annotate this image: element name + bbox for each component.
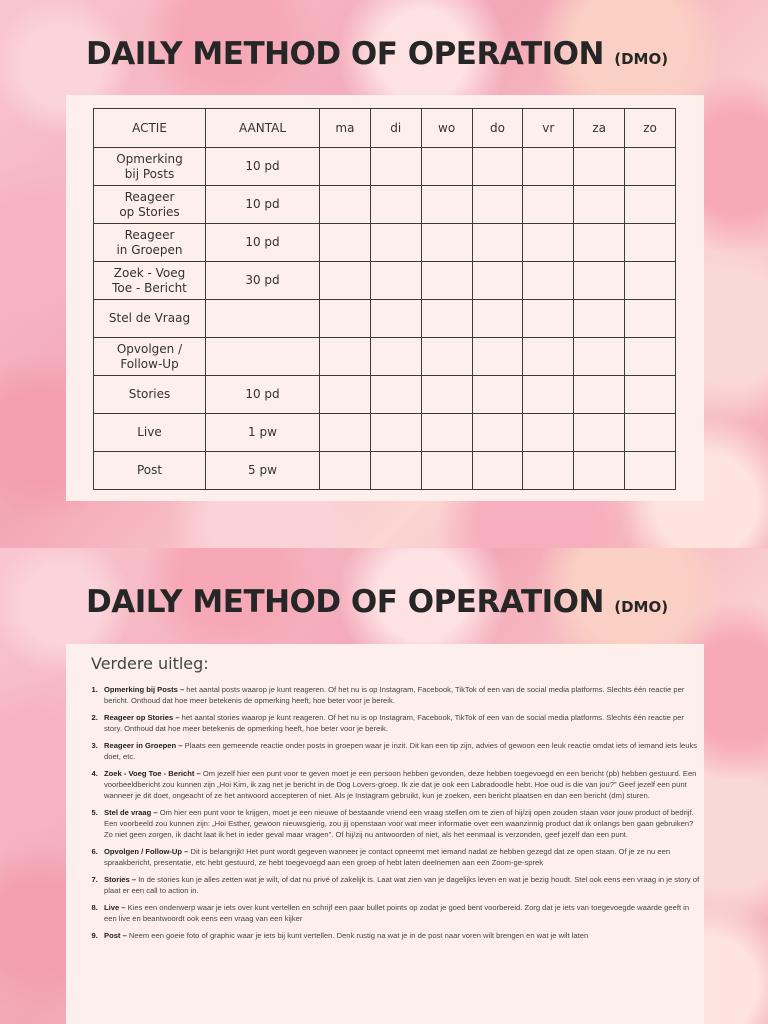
dmo-table [93, 108, 676, 490]
list-item-text: het aantal stories waarop je kunt reageren. Of het nu is op Instagram, Facebook, TikTok of een van de social media platforms. Slechts één reactie per story. Onthoud dat hoe meer betekenis de opmerking heeft, hoe beter voor je bereik. [104, 713, 684, 733]
cell-actie: Zoek - Voeg Toe - Bericht [94, 262, 206, 300]
cell-aantal: 10 pd [206, 186, 320, 224]
cell-day-vr[interactable] [523, 338, 574, 376]
page-two [0, 548, 768, 1024]
cell-day-do[interactable] [472, 414, 523, 452]
cell-day-ma[interactable] [320, 148, 371, 186]
header-zo: zo [625, 109, 676, 148]
list-item-text: Om jezelf hier een punt voor te geven moet je een persoon hebben gevonden, deze hebben toegevoegd en een bericht (pb) hebben gestuurd. Een voorbeeldbericht zou kunnen zijn „Hoi Kim, ik zag net je bericht in de Dog Lovers-groep. Ik zie dat je ook een Labradoodle hebt. Hoe oud is die van jou?" Geef jezelf een punt wanneer je dit doet, ongeacht of ze het antwoord accepteren of niet. Als je Instagram gebruikt, kun je zoeken, een bericht plaatsen en dan een bericht (dm) sturen. [104, 769, 697, 800]
table-row [94, 376, 676, 414]
cell-aantal: 10 pd [206, 148, 320, 186]
header-ma: ma [320, 109, 371, 148]
cell-day-wo[interactable] [421, 224, 472, 262]
header-do: do [472, 109, 523, 148]
table-panel [66, 95, 704, 501]
table-row [94, 452, 676, 490]
title-text-2: DAILY METHOD OF OPERATION [86, 584, 604, 620]
cell-day-do[interactable] [472, 452, 523, 490]
cell-day-vr[interactable] [523, 148, 574, 186]
cell-aantal: 1 pw [206, 414, 320, 452]
list-item-term: Opmerking bij Posts – [104, 685, 185, 694]
cell-day-za[interactable] [574, 338, 625, 376]
list-item-term: Opvolgen / Follow-Up – [104, 847, 189, 856]
list-item-term: Stories – [104, 875, 137, 884]
cell-day-zo[interactable] [625, 452, 676, 490]
cell-day-ma[interactable] [320, 186, 371, 224]
header-di: di [370, 109, 421, 148]
list-item [100, 902, 700, 924]
list-item-term: Post – [104, 931, 127, 940]
cell-day-wo[interactable] [421, 148, 472, 186]
list-item [100, 874, 700, 896]
cell-actie: Reageer in Groepen [94, 224, 206, 262]
list-item-text: In de stories kun je alles zetten wat je wilt, of dat nu privé of zakelijk is. Laat wat zien van je dagelijks leven en wat je bezig houdt. Stel ook eens een vraag in je story of plaat er een call to action in. [104, 875, 700, 895]
cell-actie: Reageer op Stories [94, 186, 206, 224]
cell-day-zo[interactable] [625, 148, 676, 186]
table-row [94, 186, 676, 224]
list-item-text: het aantal posts waarop je kunt reageren. Of het nu is op Instagram, Facebook, TikTok of een van de social media platforms. Slechts één reactie per bericht. Onthoud dat hoe meer betekenis de opmerking heeft, hoe beter voor je bereik. [104, 685, 685, 705]
cell-day-zo[interactable] [625, 262, 676, 300]
cell-day-wo[interactable] [421, 338, 472, 376]
cell-day-zo[interactable] [625, 224, 676, 262]
cell-day-ma[interactable] [320, 300, 371, 338]
list-item-text: Plaats een gemeende reactie onder posts in groepen waar je inzit. Dit kan een tip zijn, advies of gewoon een leuk reactie omdat iets of iemand iets leuks doet, etc. [104, 741, 698, 761]
cell-aantal [206, 300, 320, 338]
cell-day-za[interactable] [574, 414, 625, 452]
cell-day-wo[interactable] [421, 414, 472, 452]
list-item-text: Dit is belangrijk! Het punt wordt gegeven wanneer je contact opneemt met iemand nadat ze hebben gezegd dat ze open staan. Of je ze nu een spraakbericht, presentatie, etc hebt gestuurd, ze hebt toegevoegd aan een groep of hebt laten deelnemen aan een Zoom-ge-sprek [104, 847, 671, 867]
cell-day-wo[interactable] [421, 452, 472, 490]
table-header-row [94, 109, 676, 148]
list-item [100, 712, 700, 734]
cell-day-zo[interactable] [625, 300, 676, 338]
explanation-list [76, 684, 700, 947]
cell-day-za[interactable] [574, 300, 625, 338]
list-item-text: Om hier een punt voor te krijgen, moet je een nieuwe of bestaande vriend een vraag stellen om te zien of hij/zij open zouden staan voor jouw product of bedrijf. Een voorbeeld zou kunnen zijn: „Hoi Esther, gewoon nieuwsgierig, zou jij openstaan voor wat meer informatie over een waanzinnig product dat ik onlangs ben gaan gebruiken? Zo niet geen zorgen, ik dacht laat ik het in ieder geval maar vragen". Of hij/zij nu antwoorden of niet, als het eenmaal is verzonden, geef jezelf dan een punt. [104, 808, 694, 839]
cell-day-zo[interactable] [625, 186, 676, 224]
cell-day-do[interactable] [472, 300, 523, 338]
cell-day-za[interactable] [574, 224, 625, 262]
cell-aantal: 5 pw [206, 452, 320, 490]
table-row [94, 262, 676, 300]
cell-day-di[interactable] [370, 452, 421, 490]
cell-actie: Live [94, 414, 206, 452]
list-item-term: Live – [104, 903, 126, 912]
header-vr: vr [523, 109, 574, 148]
cell-day-vr[interactable] [523, 414, 574, 452]
title-text: DAILY METHOD OF OPERATION [86, 36, 604, 72]
cell-aantal: 10 pd [206, 376, 320, 414]
cell-day-vr[interactable] [523, 452, 574, 490]
list-item-term: Stel de vraag – [104, 808, 158, 817]
table-row [94, 224, 676, 262]
cell-day-vr[interactable] [523, 186, 574, 224]
header-za: za [574, 109, 625, 148]
list-item [100, 740, 700, 762]
cell-day-wo[interactable] [421, 300, 472, 338]
header-wo: wo [421, 109, 472, 148]
cell-actie: Post [94, 452, 206, 490]
explanation-panel [66, 644, 704, 1024]
list-item-term: Zoek - Voeg Toe - Bericht – [104, 769, 201, 778]
cell-day-di[interactable] [370, 262, 421, 300]
cell-day-zo[interactable] [625, 414, 676, 452]
cell-day-vr[interactable] [523, 262, 574, 300]
title-abbreviation-2: (DMO) [614, 598, 669, 616]
page-title [86, 36, 668, 72]
cell-day-do[interactable] [472, 224, 523, 262]
list-item [100, 684, 700, 706]
cell-aantal: 10 pd [206, 224, 320, 262]
cell-day-zo[interactable] [625, 338, 676, 376]
list-item [100, 807, 700, 840]
cell-day-vr[interactable] [523, 300, 574, 338]
cell-day-do[interactable] [472, 262, 523, 300]
cell-aantal [206, 338, 320, 376]
cell-day-do[interactable] [472, 338, 523, 376]
cell-actie: Opvolgen / Follow-Up [94, 338, 206, 376]
cell-day-ma[interactable] [320, 262, 371, 300]
list-item [100, 846, 700, 868]
cell-actie: Stel de Vraag [94, 300, 206, 338]
header-aantal: AANTAL [206, 109, 320, 148]
list-item-term: Reageer op Stories – [104, 713, 180, 722]
cell-day-do[interactable] [472, 186, 523, 224]
list-item-text: Kies een onderwerp waar je iets over kunt vertellen en schrijf een paar bullet points op zodat je goed bent voorbereid. Zorg dat je iets van toegevoegde waarde geeft in een live en beantwoordt ook eens een vraag van een kijker [104, 903, 690, 923]
list-item [100, 930, 700, 941]
cell-day-za[interactable] [574, 186, 625, 224]
table-body [94, 148, 676, 490]
table-row [94, 300, 676, 338]
cell-day-di[interactable] [370, 148, 421, 186]
cell-day-za[interactable] [574, 148, 625, 186]
table-row [94, 414, 676, 452]
table-row [94, 148, 676, 186]
list-item [100, 768, 700, 801]
cell-day-wo[interactable] [421, 376, 472, 414]
cell-day-za[interactable] [574, 376, 625, 414]
cell-day-za[interactable] [574, 452, 625, 490]
cell-day-di[interactable] [370, 414, 421, 452]
cell-day-wo[interactable] [421, 262, 472, 300]
cell-day-vr[interactable] [523, 376, 574, 414]
table-row [94, 338, 676, 376]
cell-day-do[interactable] [472, 376, 523, 414]
list-item-term: Reageer in Groepen – [104, 741, 183, 750]
cell-actie: Stories [94, 376, 206, 414]
cell-day-di[interactable] [370, 186, 421, 224]
cell-day-ma[interactable] [320, 414, 371, 452]
cell-day-ma[interactable] [320, 224, 371, 262]
explanation-heading: Verdere uitleg: [91, 654, 209, 673]
title-abbreviation: (DMO) [614, 50, 669, 68]
cell-day-di[interactable] [370, 376, 421, 414]
cell-actie: Opmerking bij Posts [94, 148, 206, 186]
header-actie: ACTIE [94, 109, 206, 148]
cell-day-di[interactable] [370, 300, 421, 338]
cell-day-vr[interactable] [523, 224, 574, 262]
cell-day-za[interactable] [574, 262, 625, 300]
list-item-text: Neem een goeie foto of graphic waar je iets bij kunt vertellen. Denk rustig na wat je in de post naar voren wilt brengen en wat je wilt laten [126, 931, 589, 940]
cell-day-ma[interactable] [320, 452, 371, 490]
cell-aantal: 30 pd [206, 262, 320, 300]
cell-day-zo[interactable] [625, 376, 676, 414]
cell-day-ma[interactable] [320, 338, 371, 376]
cell-day-do[interactable] [472, 148, 523, 186]
page-title-2 [86, 584, 668, 620]
cell-day-ma[interactable] [320, 376, 371, 414]
cell-day-di[interactable] [370, 338, 421, 376]
cell-day-di[interactable] [370, 224, 421, 262]
cell-day-wo[interactable] [421, 186, 472, 224]
